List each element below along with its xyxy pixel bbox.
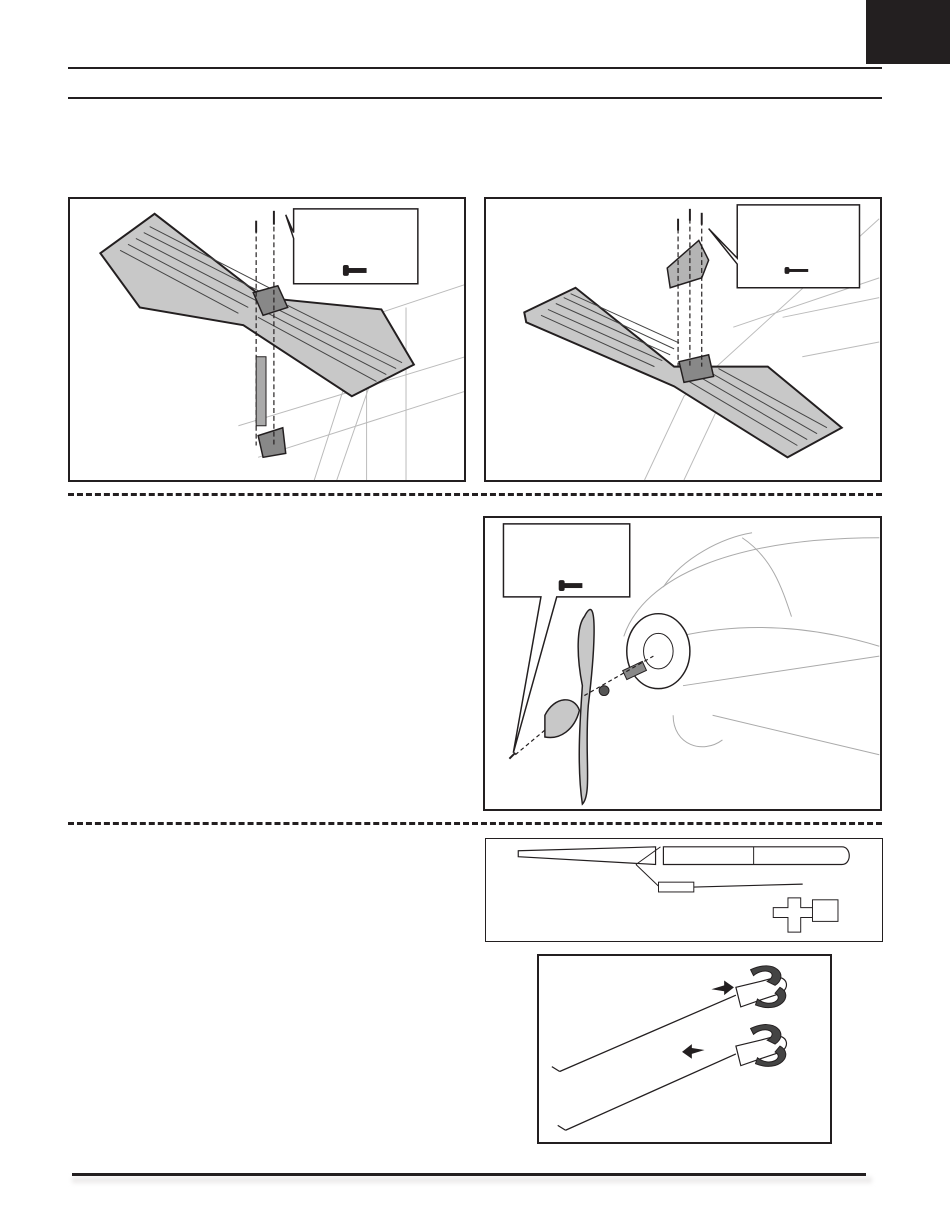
- pushrod-illustration: [486, 839, 882, 941]
- section-tab: [866, 0, 950, 64]
- strut-cover-illustration: [486, 199, 880, 480]
- header-rule-top: [68, 67, 882, 69]
- figure-propeller-install: [483, 516, 882, 811]
- propeller-illustration: [485, 518, 880, 809]
- footer-shadow: [72, 1177, 872, 1183]
- section-divider: [68, 493, 882, 496]
- section-divider: [68, 822, 882, 825]
- figure-strut-cover-install: [484, 197, 882, 482]
- wing-install-illustration: [70, 199, 464, 480]
- header-rule-bottom: [68, 97, 882, 99]
- figure-pushrod-linkage: [485, 838, 883, 942]
- footer-rule: [72, 1173, 866, 1176]
- figure-clevis-adjust: [537, 954, 832, 1144]
- clevis-illustration: [539, 956, 830, 1142]
- figure-wing-install: [68, 197, 466, 482]
